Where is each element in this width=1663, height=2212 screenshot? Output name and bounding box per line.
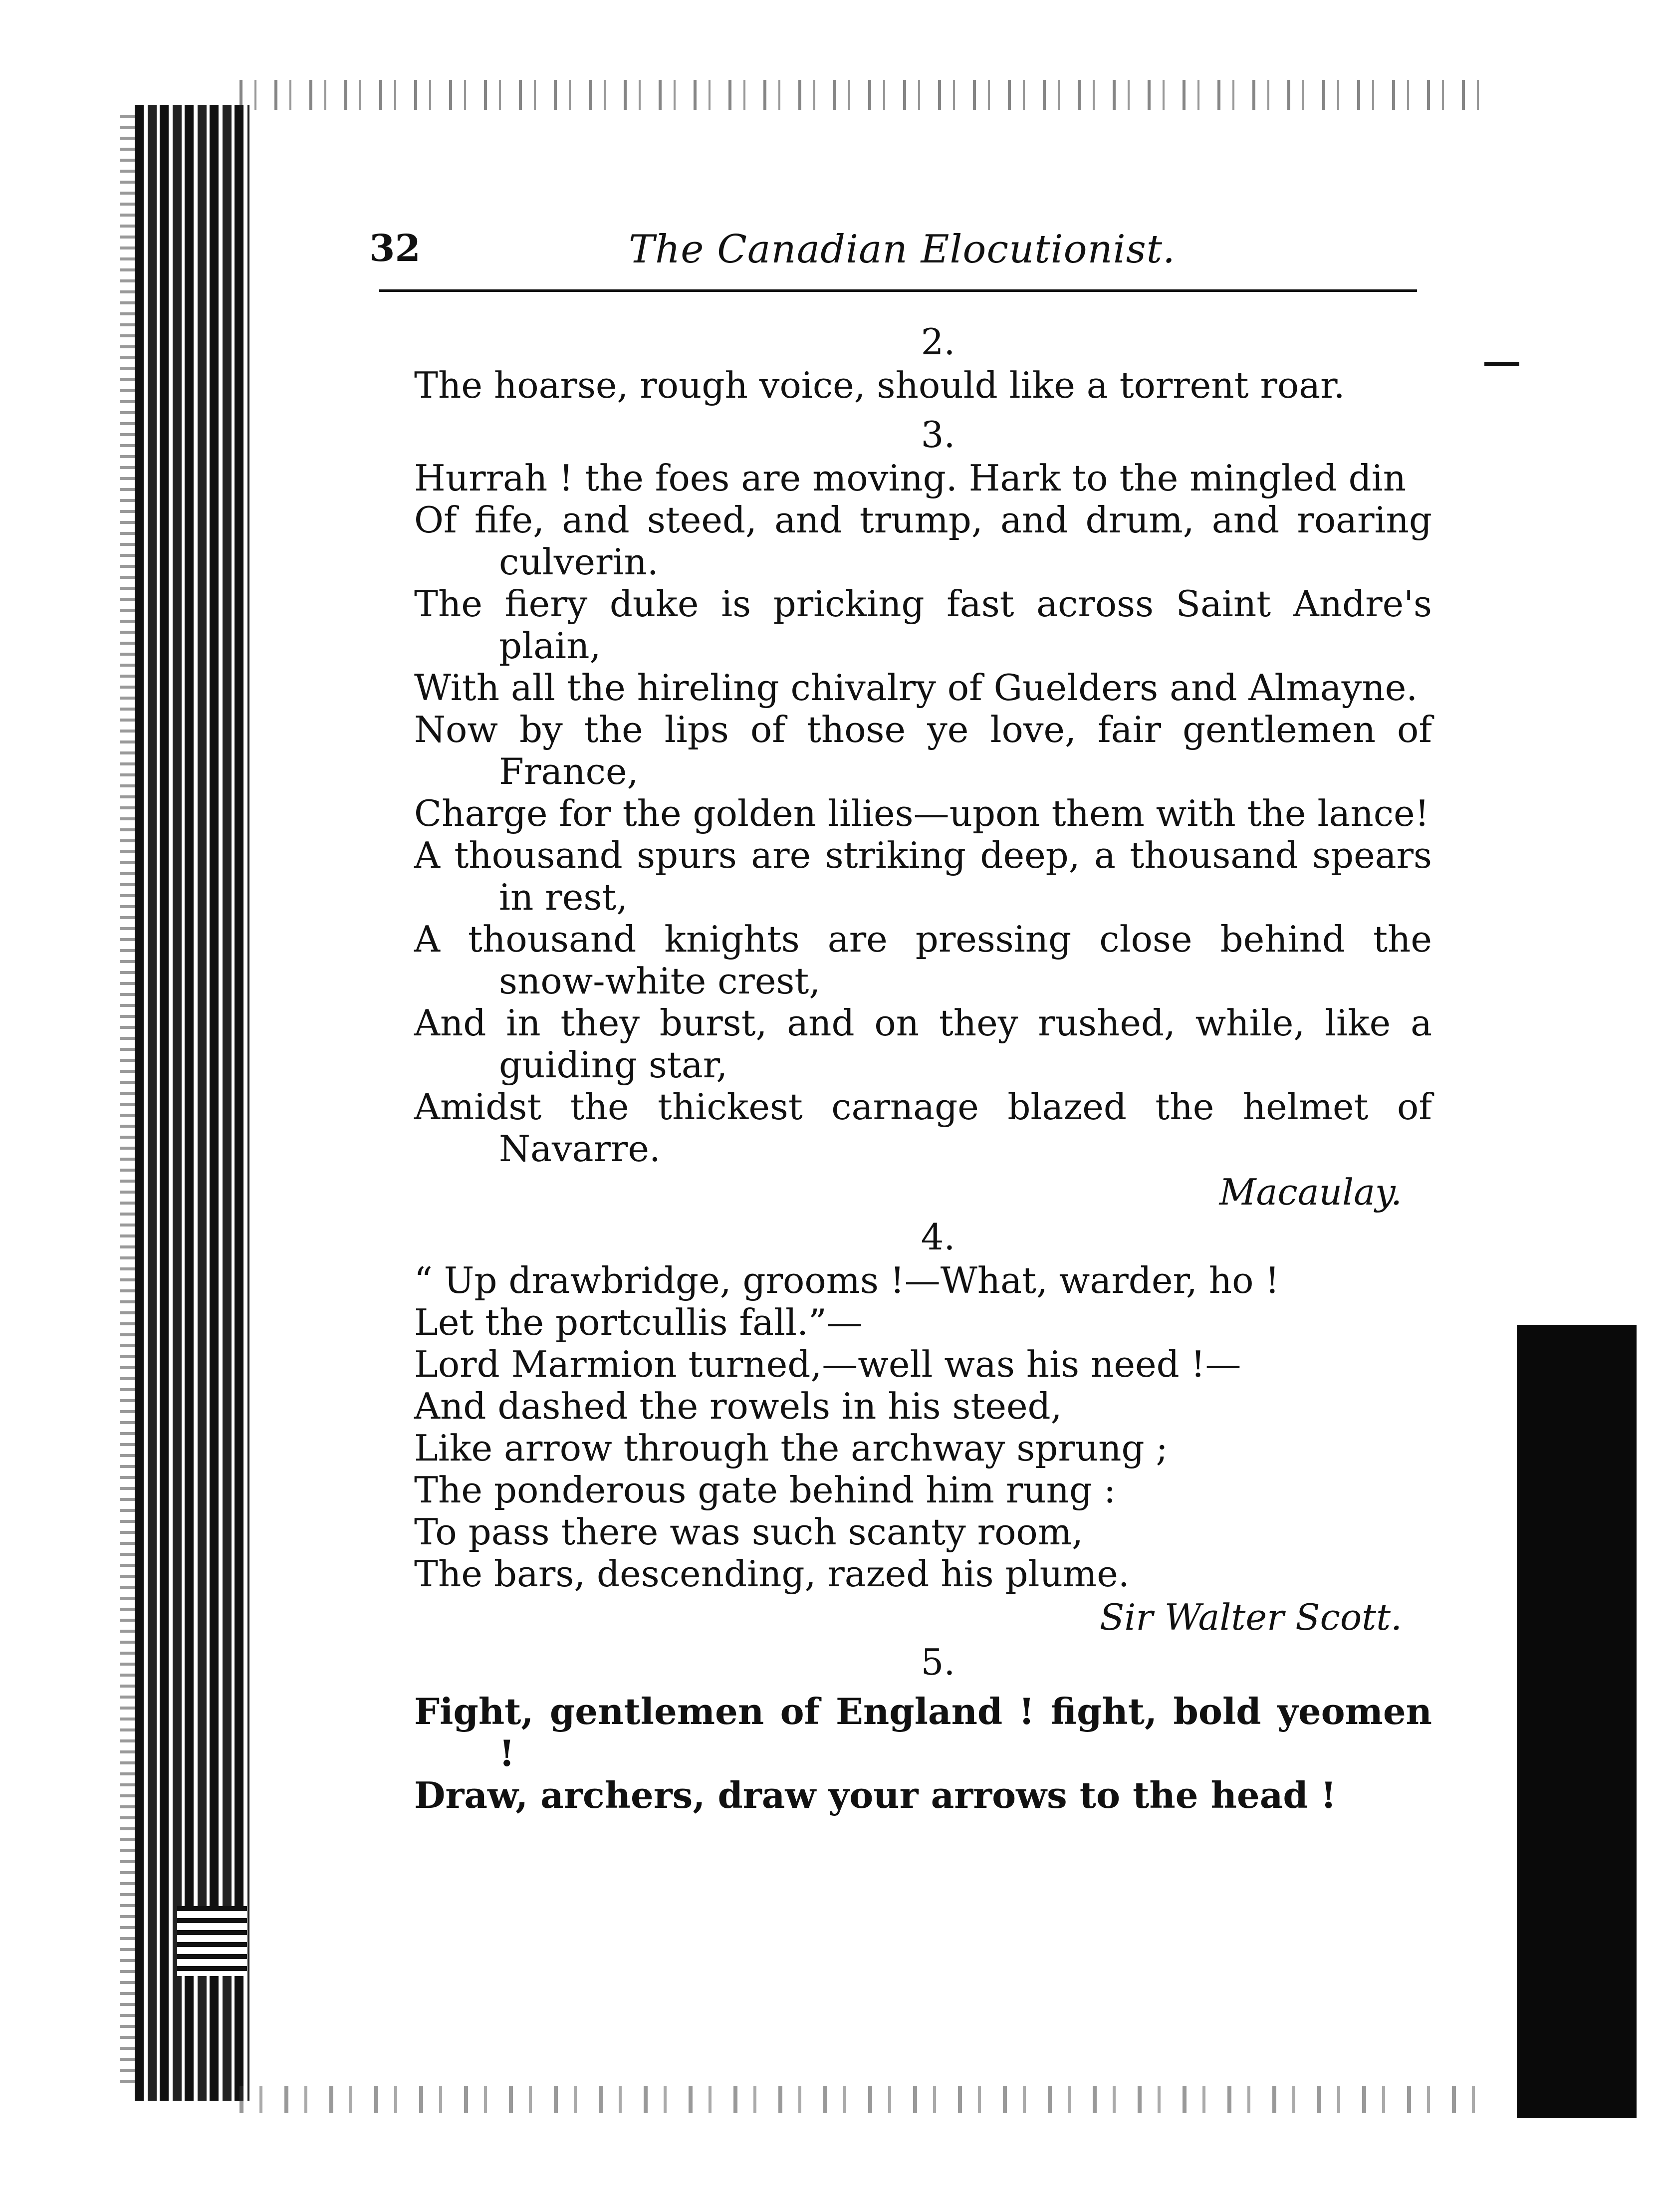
page-header [369, 227, 1417, 272]
verse-line: And dashed the rowels in his steed, [414, 1385, 1062, 1427]
verse-line: A thousand knights are pressing close behind the snow-white crest, [414, 918, 1432, 1002]
poem-block [414, 1691, 1432, 1816]
verse-line: Let the portcullis fall.”— [414, 1301, 863, 1343]
header-rule [379, 289, 1417, 292]
verse-line: And in they burst, and on they rushed, while, like a guiding star, [414, 1002, 1432, 1086]
verse-line: “ Up drawbridge, grooms !—What, warder, ho ! [414, 1259, 1280, 1301]
section-number: 2. [921, 321, 955, 363]
verse-line: To pass there was such scanty room, [414, 1511, 1083, 1553]
verse-line: The fiery duke is pricking fast across Saint Andre's plain, [414, 583, 1432, 667]
verse-line: Lord Marmion turned,—well was his need !— [414, 1343, 1241, 1385]
verse-line: Hurrah ! the foes are moving. Hark to the mingled din [414, 457, 1407, 499]
top-scan-noise [239, 80, 1497, 110]
verse-line: Fight, gentlemen of England ! fight, bold yeomen ! [414, 1690, 1432, 1774]
verse-line: Draw, archers, draw your arrows to the head ! [414, 1774, 1337, 1816]
verse-line: With all the hireling chivalry of Guelders and Almayne. [414, 667, 1418, 709]
book-binding [135, 105, 249, 2101]
verse-line: Amidst the thickest carnage blazed the helmet of Navarre. [414, 1086, 1432, 1170]
attribution: Macaulay. [1219, 1171, 1402, 1213]
binding-stripes [177, 1906, 247, 1976]
binding-shadow [120, 115, 135, 2086]
right-scan-shadow [1517, 1325, 1637, 2118]
verse-line: Like arrow through the archway sprung ; [414, 1427, 1168, 1469]
verse-line: The bars, descending, razed his plume. [414, 1553, 1130, 1595]
section-number: 4. [921, 1216, 955, 1258]
poem-block [414, 1259, 1432, 1595]
attribution: Sir Walter Scott. [1100, 1596, 1402, 1638]
verse-line: A thousand spurs are striking deep, a thousand spears in rest, [414, 834, 1432, 918]
page-number: 32 [369, 227, 421, 270]
running-title: The Canadian Elocutionist. [629, 227, 1176, 272]
body-text [414, 319, 1432, 1816]
verse-line: Now by the lips of those ye love, fair gentlemen of France, [414, 709, 1432, 792]
poem-block [414, 457, 1432, 1170]
section-number: 3. [921, 414, 955, 456]
verse-line: Charge for the golden lilies—upon them with the lance! [414, 792, 1429, 834]
verse-line: The ponderous gate behind him rung : [414, 1469, 1116, 1511]
verse-line: The hoarse, rough voice, should like a torrent roar. [414, 364, 1345, 406]
section-number: 5. [921, 1641, 955, 1683]
verse-line: Of fife, and steed, and trump, and drum, and roaring culverin. [414, 499, 1432, 583]
margin-mark [1484, 362, 1519, 366]
bottom-scan-noise [239, 2086, 1497, 2113]
